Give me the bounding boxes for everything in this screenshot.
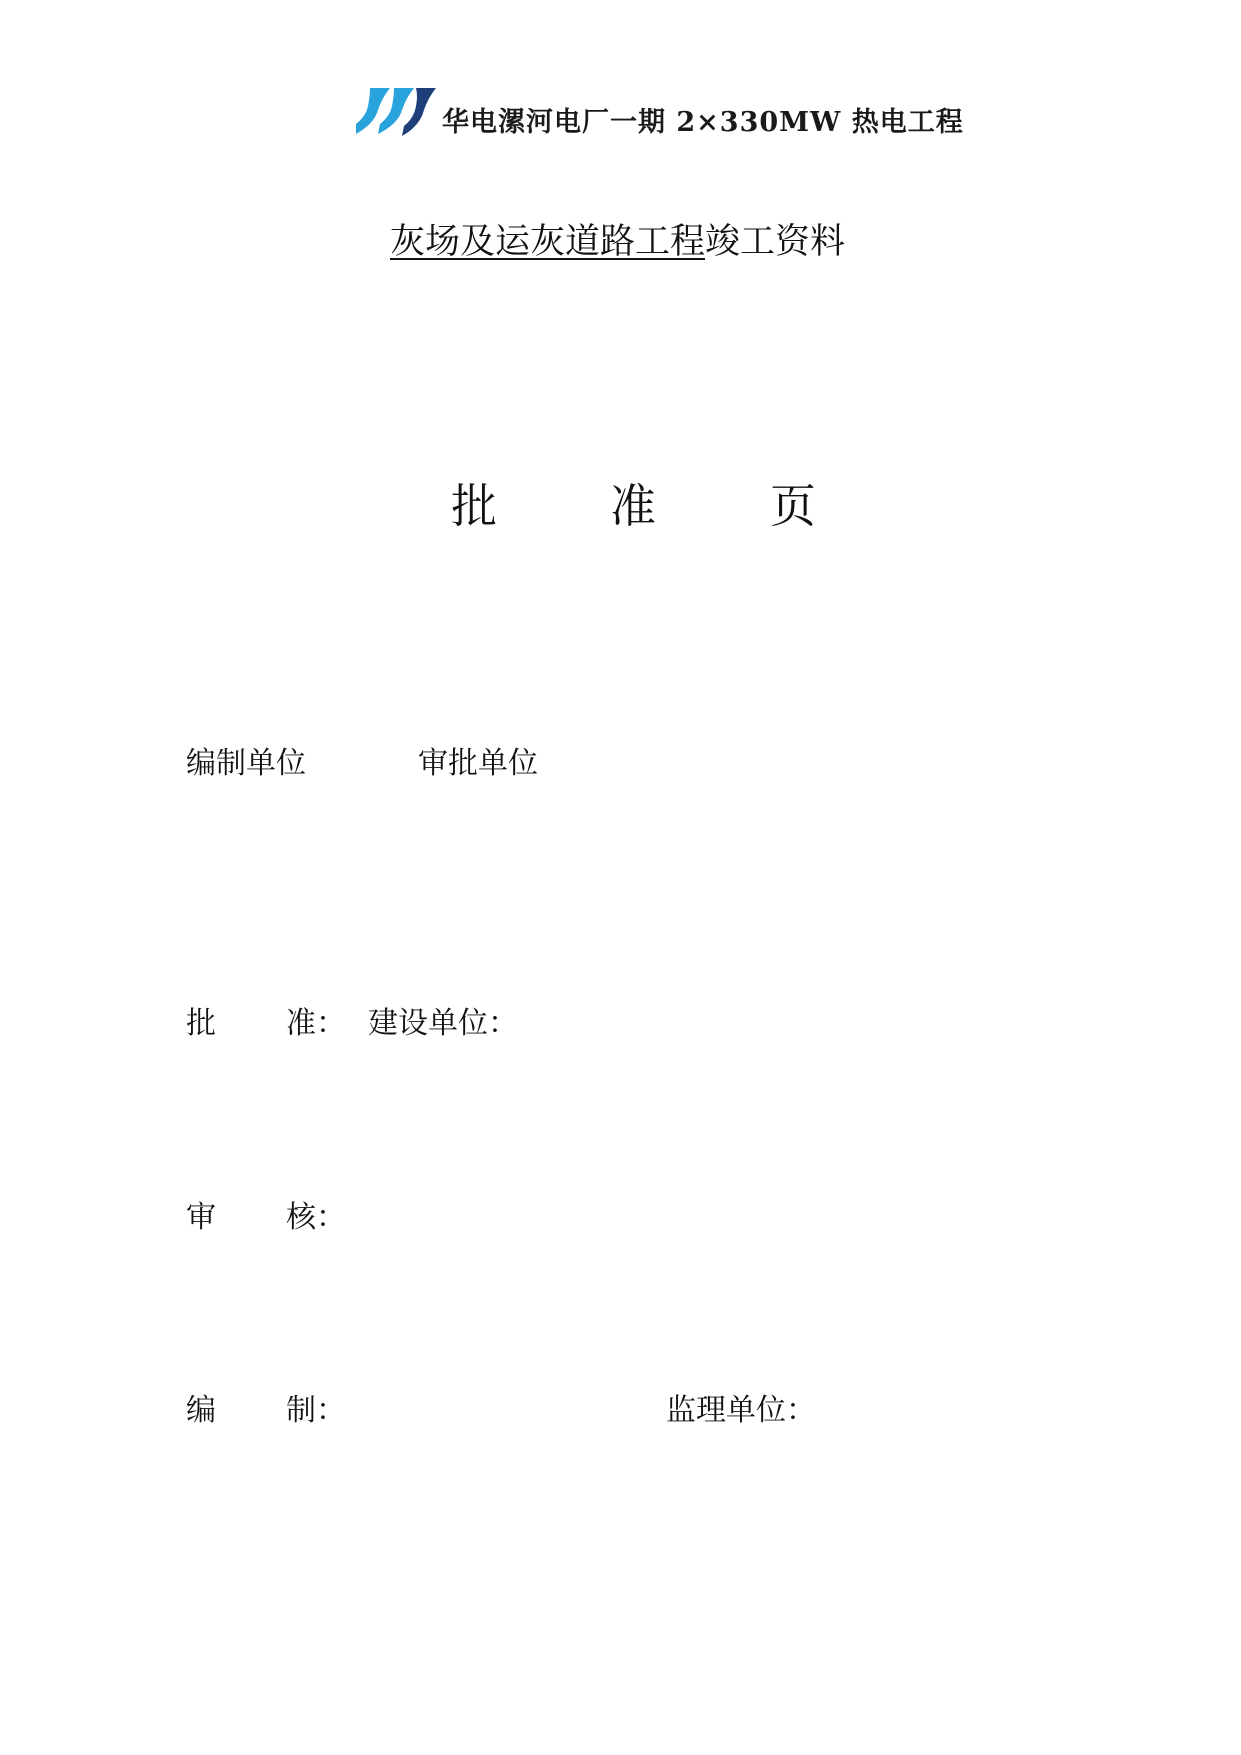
approval-title-char-3: 页 xyxy=(770,479,816,533)
company-logo xyxy=(356,88,436,138)
approve-label-b: 准： xyxy=(286,1006,346,1041)
approval-title-char-2: 准 xyxy=(610,479,656,533)
approve-unit-label: 审批单位 xyxy=(418,746,538,781)
compile-label-a: 编 xyxy=(186,1393,216,1428)
construction-unit-label: 建设单位： xyxy=(368,1006,518,1041)
subtitle-rest-part: 竣工资料 xyxy=(705,222,846,262)
approve-label-a: 批 xyxy=(186,1006,216,1041)
supervision-unit-label: 监理单位： xyxy=(666,1393,816,1428)
subtitle-underlined-part: 灰场及运灰道路工程 xyxy=(390,222,706,262)
approval-page-title xyxy=(0,470,1241,533)
compile-label-b: 制： xyxy=(286,1393,346,1428)
review-label-b: 核： xyxy=(286,1200,346,1235)
compile-unit-label: 编制单位 xyxy=(186,746,306,781)
document-subtitle xyxy=(390,214,845,264)
document-header xyxy=(356,86,964,140)
approval-title-char-1: 批 xyxy=(451,479,497,533)
project-title: 华电漯河电厂一期 2×330MW 热电工程 xyxy=(442,106,964,138)
review-label-a: 审 xyxy=(186,1200,216,1235)
